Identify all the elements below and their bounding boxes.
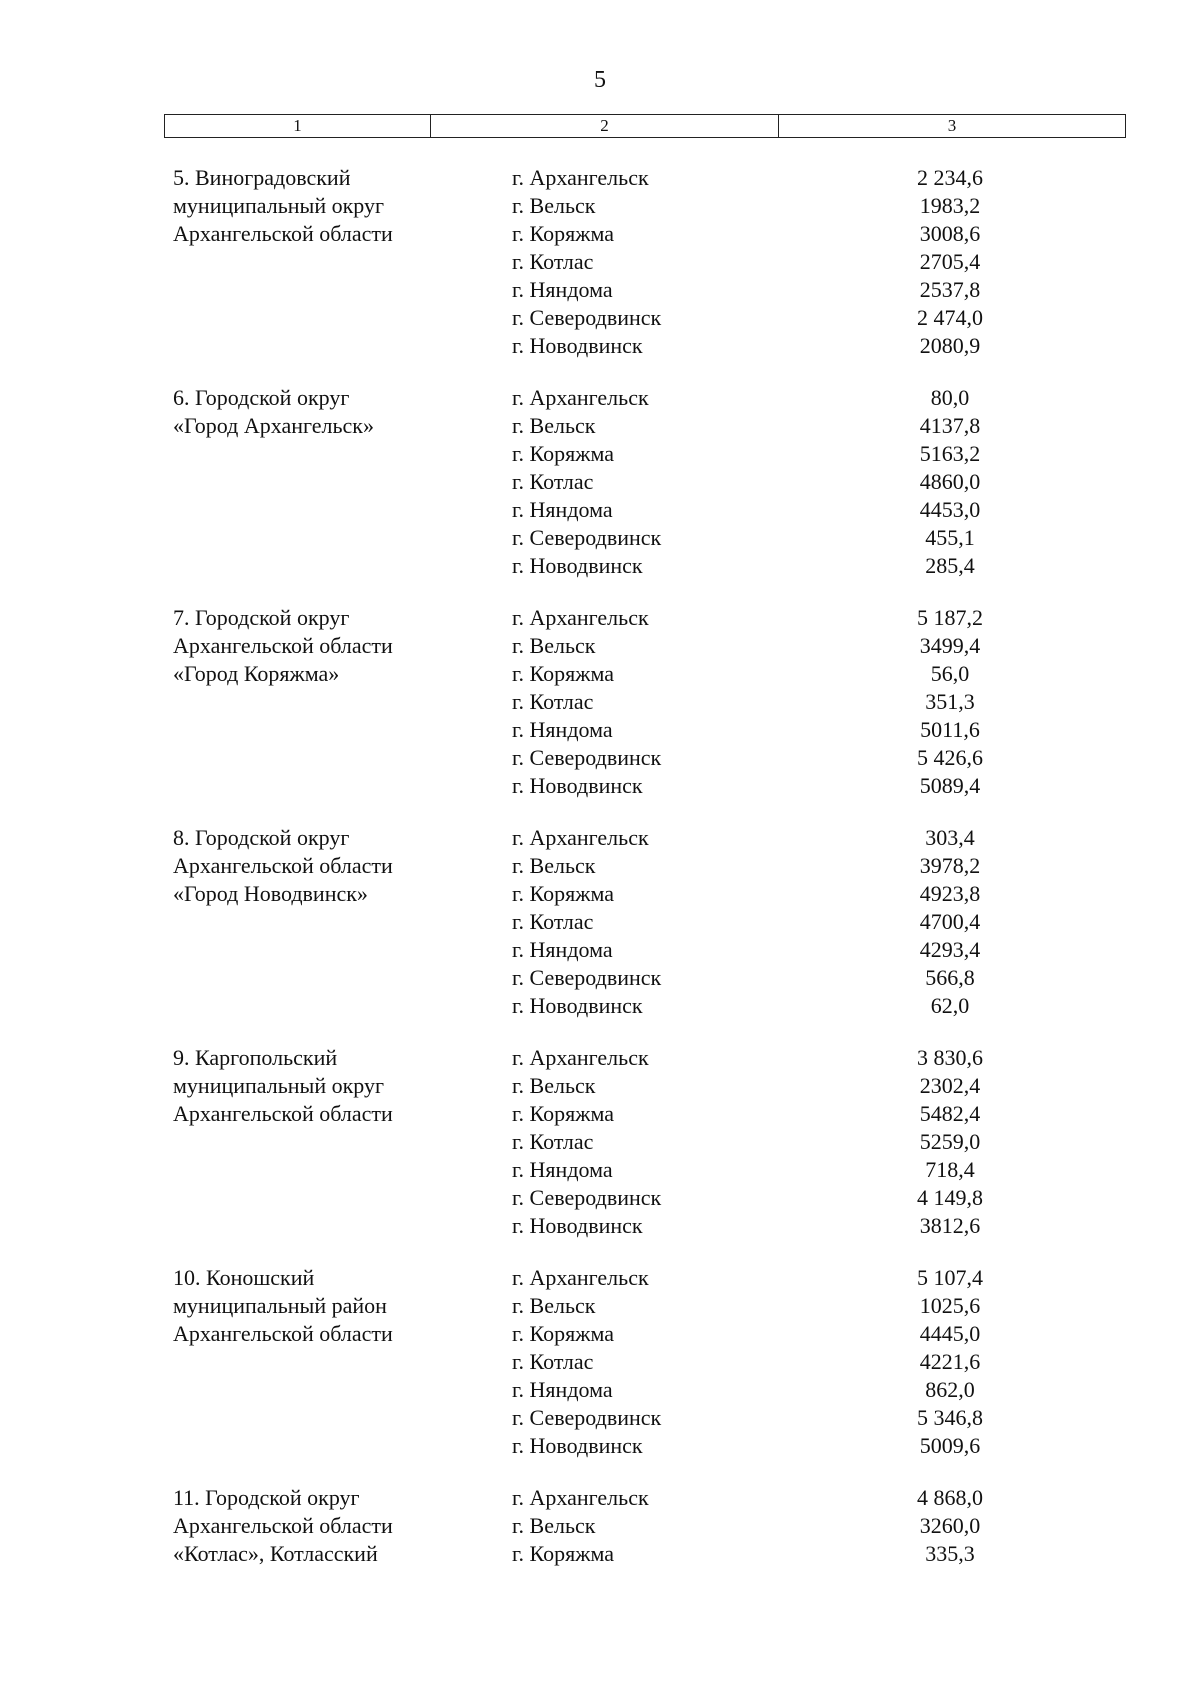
distance-value: 1983,2 <box>919 193 981 218</box>
table-row <box>0 1128 1200 1156</box>
destination-city: г. Котлас <box>512 1129 594 1154</box>
destination-city: г. Северодвинск <box>512 525 662 550</box>
table-row <box>0 164 1200 192</box>
table-row <box>0 908 1200 936</box>
destination-city: г. Новодвинск <box>512 993 643 1018</box>
destination-city: г. Новодвинск <box>512 1433 643 1458</box>
municipality-name-line: Архангельской области <box>173 1321 393 1346</box>
distance-value: 3008,6 <box>919 221 981 246</box>
municipality-block <box>0 384 1200 580</box>
table-row <box>0 1376 1200 1404</box>
table-row <box>0 1404 1200 1432</box>
destination-city: г. Архангельск <box>512 165 649 190</box>
page-number: 5 <box>594 67 606 93</box>
destination-city: г. Няндома <box>512 497 613 522</box>
destination-city: г. Коряжма <box>512 221 614 246</box>
table-row <box>0 824 1200 852</box>
destination-city: г. Няндома <box>512 1377 613 1402</box>
column-header-1: 1 <box>165 115 431 137</box>
distance-value: 2705,4 <box>919 249 981 274</box>
municipality-name-line: «Город Новодвинск» <box>173 881 368 906</box>
distance-value: 4860,0 <box>919 469 981 494</box>
destination-city: г. Няндома <box>512 1157 613 1182</box>
distance-value: 2537,8 <box>919 277 981 302</box>
table-row <box>0 880 1200 908</box>
destination-city: г. Няндома <box>512 937 613 962</box>
distance-value: 3978,2 <box>919 853 981 878</box>
table-row <box>0 384 1200 412</box>
distance-value: 351,3 <box>925 689 975 714</box>
municipality-name-line: муниципальный округ <box>173 1073 385 1098</box>
municipality-name-line: Архангельской области <box>173 633 393 658</box>
municipality-name-line: 11. Городской округ <box>173 1485 360 1510</box>
municipality-block <box>0 1264 1200 1460</box>
destination-city: г. Няндома <box>512 277 613 302</box>
table-row <box>0 1044 1200 1072</box>
table-row <box>0 496 1200 524</box>
distance-value: 4293,4 <box>919 937 981 962</box>
municipality-name-line: 5. Виноградовский <box>173 165 351 190</box>
municipality-block <box>0 1044 1200 1240</box>
table-row <box>0 248 1200 276</box>
destination-city: г. Котлас <box>512 249 594 274</box>
table-row <box>0 276 1200 304</box>
municipality-name-line: Архангельской области <box>173 1101 393 1126</box>
table-row <box>0 1156 1200 1184</box>
table-row <box>0 716 1200 744</box>
table-row <box>0 468 1200 496</box>
distance-value: 5 107,4 <box>917 1265 983 1290</box>
distance-value: 5 187,2 <box>917 605 983 630</box>
table-row <box>0 632 1200 660</box>
table-row <box>0 604 1200 632</box>
destination-city: г. Северодвинск <box>512 745 662 770</box>
municipality-block <box>0 604 1200 800</box>
table-row <box>0 1484 1200 1512</box>
destination-city: г. Вельск <box>512 1293 596 1318</box>
table-row <box>0 1100 1200 1128</box>
table-row <box>0 936 1200 964</box>
destination-city: г. Вельск <box>512 413 596 438</box>
table-row <box>0 552 1200 580</box>
destination-city: г. Котлас <box>512 689 594 714</box>
destination-city: г. Новодвинск <box>512 333 643 358</box>
destination-city: г. Вельск <box>512 1513 596 1538</box>
distance-value: 4445,0 <box>919 1321 981 1346</box>
distance-value: 455,1 <box>925 525 975 550</box>
destination-city: г. Вельск <box>512 1073 596 1098</box>
municipality-name-line: «Котлас», Котласский <box>173 1541 378 1566</box>
distance-value: 566,8 <box>925 965 975 990</box>
municipality-name-line: Архангельской области <box>173 1513 393 1538</box>
distance-value: 335,3 <box>925 1541 975 1566</box>
table-row <box>0 1348 1200 1376</box>
distance-value: 4221,6 <box>919 1349 981 1374</box>
municipality-name-line: 6. Городской округ <box>173 385 350 410</box>
municipality-name-line: 8. Городской округ <box>173 825 350 850</box>
distance-value: 5 346,8 <box>917 1405 983 1430</box>
table-row <box>0 992 1200 1020</box>
table-row <box>0 1212 1200 1240</box>
distance-value: 5482,4 <box>919 1101 981 1126</box>
municipality-name-line: муниципальный округ <box>173 193 385 218</box>
table-row <box>0 412 1200 440</box>
distance-value: 3260,0 <box>919 1513 981 1538</box>
table-row <box>0 1264 1200 1292</box>
distance-value: 2 234,6 <box>917 165 983 190</box>
distance-value: 2 474,0 <box>917 305 983 330</box>
destination-city: г. Новодвинск <box>512 553 643 578</box>
table-row <box>0 744 1200 772</box>
distance-value: 80,0 <box>930 385 970 410</box>
table-row <box>0 1512 1200 1540</box>
destination-city: г. Коряжма <box>512 1101 614 1126</box>
distance-value: 4137,8 <box>919 413 981 438</box>
distance-value: 2302,4 <box>919 1073 981 1098</box>
table-row <box>0 1432 1200 1460</box>
table-row <box>0 332 1200 360</box>
destination-city: г. Северодвинск <box>512 965 662 990</box>
table-row <box>0 1184 1200 1212</box>
distance-value: 62,0 <box>930 993 970 1018</box>
destination-city: г. Коряжма <box>512 661 614 686</box>
distance-value: 5 426,6 <box>917 745 983 770</box>
table-row <box>0 192 1200 220</box>
distance-table-body <box>0 164 1200 1592</box>
table-row <box>0 1320 1200 1348</box>
distance-value: 3812,6 <box>919 1213 981 1238</box>
distance-value: 718,4 <box>925 1157 975 1182</box>
distance-value: 3 830,6 <box>917 1045 983 1070</box>
destination-city: г. Вельск <box>512 633 596 658</box>
column-header-3: 3 <box>947 116 957 135</box>
table-row <box>0 660 1200 688</box>
municipality-name-line: 9. Каргопольский <box>173 1045 338 1070</box>
municipality-name-line: 7. Городской округ <box>173 605 350 630</box>
distance-value: 4700,4 <box>919 909 981 934</box>
distance-value: 5259,0 <box>919 1129 981 1154</box>
distance-value: 5009,6 <box>919 1433 981 1458</box>
distance-value: 3499,4 <box>919 633 981 658</box>
destination-city: г. Архангельск <box>512 1485 649 1510</box>
destination-city: г. Северодвинск <box>512 1405 662 1430</box>
distance-value: 862,0 <box>925 1377 975 1402</box>
distance-value: 285,4 <box>925 553 975 578</box>
distance-value: 5163,2 <box>919 441 981 466</box>
distance-value: 5089,4 <box>919 773 981 798</box>
table-row <box>0 304 1200 332</box>
table-row <box>0 220 1200 248</box>
table-row <box>0 964 1200 992</box>
distance-value: 5011,6 <box>920 717 980 742</box>
table-row <box>0 440 1200 468</box>
destination-city: г. Вельск <box>512 193 596 218</box>
destination-city: г. Новодвинск <box>512 773 643 798</box>
distance-value: 4453,0 <box>919 497 981 522</box>
distance-value: 4923,8 <box>919 881 981 906</box>
distance-value: 4 149,8 <box>917 1185 983 1210</box>
destination-city: г. Архангельск <box>512 1265 649 1290</box>
destination-city: г. Котлас <box>512 469 594 494</box>
municipality-block <box>0 824 1200 1020</box>
destination-city: г. Коряжма <box>512 881 614 906</box>
table-row <box>0 1540 1200 1568</box>
municipality-name-line: «Город Архангельск» <box>173 413 374 438</box>
municipality-block <box>0 164 1200 360</box>
destination-city: г. Коряжма <box>512 1541 614 1566</box>
destination-city: г. Северодвинск <box>512 305 662 330</box>
destination-city: г. Архангельск <box>512 825 649 850</box>
table-row <box>0 1292 1200 1320</box>
municipality-name-line: муниципальный район <box>173 1293 387 1318</box>
destination-city: г. Архангельск <box>512 605 649 630</box>
table-row <box>0 688 1200 716</box>
distance-value: 2080,9 <box>919 333 981 358</box>
distance-value: 56,0 <box>930 661 970 686</box>
municipality-name-line: Архангельской области <box>173 221 393 246</box>
destination-city: г. Северодвинск <box>512 1185 662 1210</box>
municipality-name-line: «Город Коряжма» <box>173 661 340 686</box>
distance-value: 1025,6 <box>919 1293 981 1318</box>
destination-city: г. Вельск <box>512 853 596 878</box>
destination-city: г. Коряжма <box>512 1321 614 1346</box>
destination-city: г. Няндома <box>512 717 613 742</box>
table-row <box>0 772 1200 800</box>
municipality-block <box>0 1484 1200 1568</box>
destination-city: г. Архангельск <box>512 1045 649 1070</box>
distance-value: 303,4 <box>925 825 975 850</box>
distance-value: 4 868,0 <box>917 1485 983 1510</box>
destination-city: г. Котлас <box>512 909 594 934</box>
destination-city: г. Архангельск <box>512 385 649 410</box>
municipality-name-line: 10. Коношский <box>173 1265 315 1290</box>
column-header-row <box>164 114 1126 138</box>
municipality-name-line: Архангельской области <box>173 853 393 878</box>
destination-city: г. Коряжма <box>512 441 614 466</box>
table-row <box>0 1072 1200 1100</box>
destination-city: г. Новодвинск <box>512 1213 643 1238</box>
column-header-2: 2 <box>431 115 779 137</box>
table-row <box>0 524 1200 552</box>
table-row <box>0 852 1200 880</box>
destination-city: г. Котлас <box>512 1349 594 1374</box>
